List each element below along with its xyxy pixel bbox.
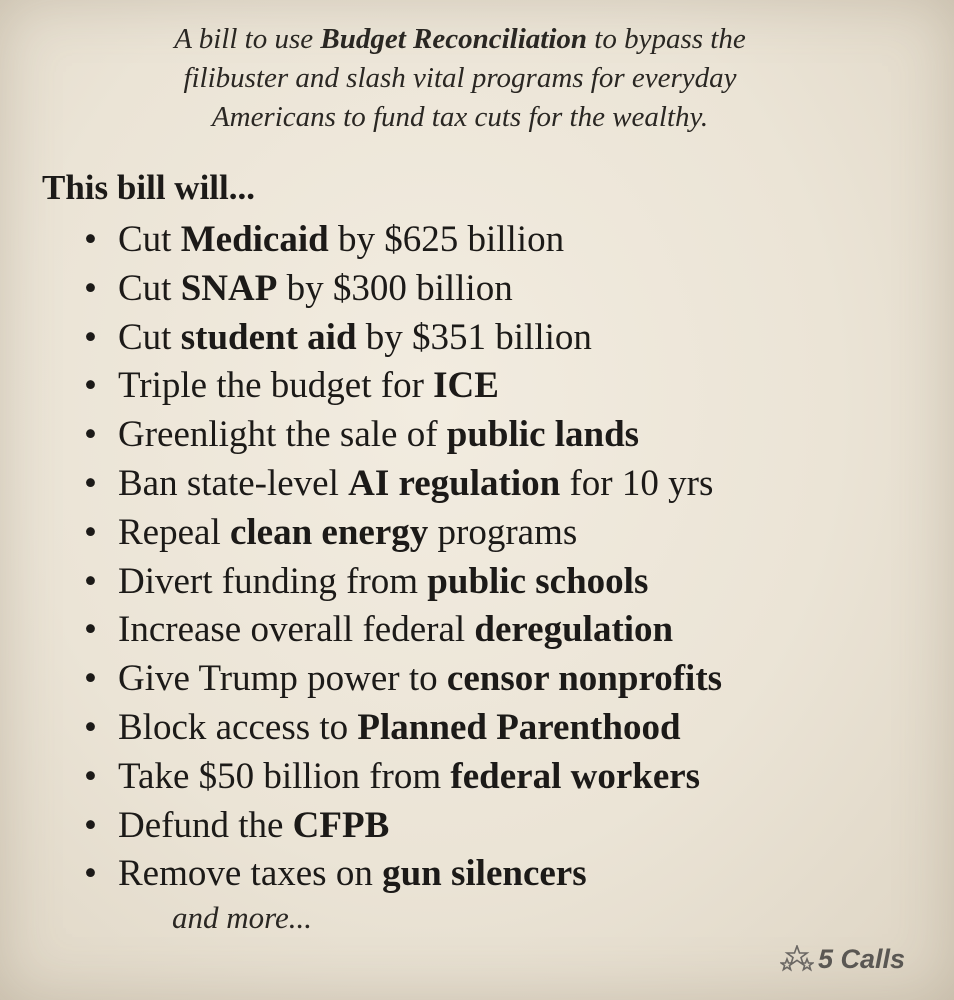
bullet-icon: •: [84, 414, 97, 456]
intro-line-2: filibuster and slash vital programs for everyday: [183, 62, 737, 94]
item-text-bold: public schools: [427, 560, 649, 602]
list-item: [84, 509, 722, 558]
bullet-icon: •: [84, 219, 97, 260]
intro-line-1: A bill to use Budget Reconciliation to bypass the: [174, 23, 746, 55]
item-text-bold: AI regulation: [348, 462, 561, 504]
list-heading: This bill will...: [42, 168, 255, 207]
list-item: [84, 753, 722, 802]
item-text-pre: Defund the: [118, 804, 293, 846]
bullet-icon: •: [84, 755, 97, 797]
item-text-pre: Cut: [118, 316, 181, 358]
list-item: [84, 655, 722, 704]
item-text-bold: CFPB: [292, 804, 390, 846]
bullet-icon: •: [84, 365, 97, 407]
list-item: [84, 362, 722, 411]
item-text-pre: Take $50 billion from: [118, 755, 451, 797]
item-text-bold: Medicaid: [180, 219, 329, 260]
list-item: [84, 460, 722, 509]
item-text-bold: student aid: [180, 316, 357, 358]
list-item: [84, 704, 722, 753]
bullet-icon: •: [84, 853, 97, 895]
item-text-bold: clean energy: [229, 511, 429, 553]
bullet-icon: •: [84, 560, 97, 602]
intro-line-3: Americans to fund tax cuts for the wealthy.: [211, 101, 709, 133]
bullet-icon: •: [84, 316, 97, 358]
list-item: [84, 314, 722, 363]
intro-text: [60, 20, 860, 137]
item-text-bold: gun silencers: [382, 853, 587, 895]
item-text-pre: Repeal: [118, 511, 230, 553]
list-item: [84, 558, 722, 607]
brand-name: 5 Calls: [818, 944, 906, 974]
item-text-pre: Increase overall federal: [118, 609, 475, 651]
item-text-post: by $300 billion: [277, 267, 513, 309]
bullet-icon: •: [84, 804, 97, 846]
list-item: [84, 802, 722, 851]
item-text-bold: public lands: [446, 414, 640, 456]
bullet-icon: •: [84, 511, 97, 553]
item-text-pre: Divert funding from: [118, 560, 428, 602]
item-text-bold: ICE: [433, 365, 499, 407]
item-text-pre: Cut: [118, 219, 181, 260]
and-more-text: and more...: [172, 900, 313, 935]
item-text-pre: Give Trump power to: [118, 658, 447, 700]
item-text-pre: Remove taxes on: [118, 853, 383, 895]
item-text-bold: SNAP: [180, 267, 278, 309]
item-text-pre: Greenlight the sale of: [118, 414, 447, 456]
item-text-pre: Cut: [118, 267, 181, 309]
stars-icon: [780, 945, 814, 975]
item-text-post: by $625 billion: [328, 219, 565, 260]
item-text-bold: Planned Parenthood: [357, 706, 681, 748]
bullet-icon: •: [84, 462, 97, 504]
item-text-pre: Ban state-level: [118, 462, 349, 504]
bullet-icon: •: [84, 658, 97, 700]
intro-emphasis: Budget Reconciliation: [320, 23, 588, 55]
list-item: [84, 606, 722, 655]
list-item: [84, 216, 722, 265]
bill-items-list: [84, 216, 722, 899]
list-item: [84, 850, 722, 899]
bullet-icon: •: [84, 609, 97, 651]
item-text-pre: Block access to: [118, 706, 358, 748]
bullet-icon: •: [84, 267, 97, 309]
item-text-bold: federal workers: [450, 755, 701, 797]
item-text-post: for 10 yrs: [560, 462, 714, 504]
brand-logo: [780, 944, 905, 975]
item-text-post: programs: [428, 511, 578, 553]
item-text-bold: deregulation: [474, 609, 674, 651]
list-item: [84, 411, 722, 460]
list-item: [84, 265, 722, 314]
bullet-icon: •: [84, 706, 97, 748]
item-text-pre: Triple the budget for: [118, 365, 434, 407]
item-text-post: by $351 billion: [356, 316, 592, 358]
item-text-bold: censor nonprofits: [446, 658, 723, 700]
